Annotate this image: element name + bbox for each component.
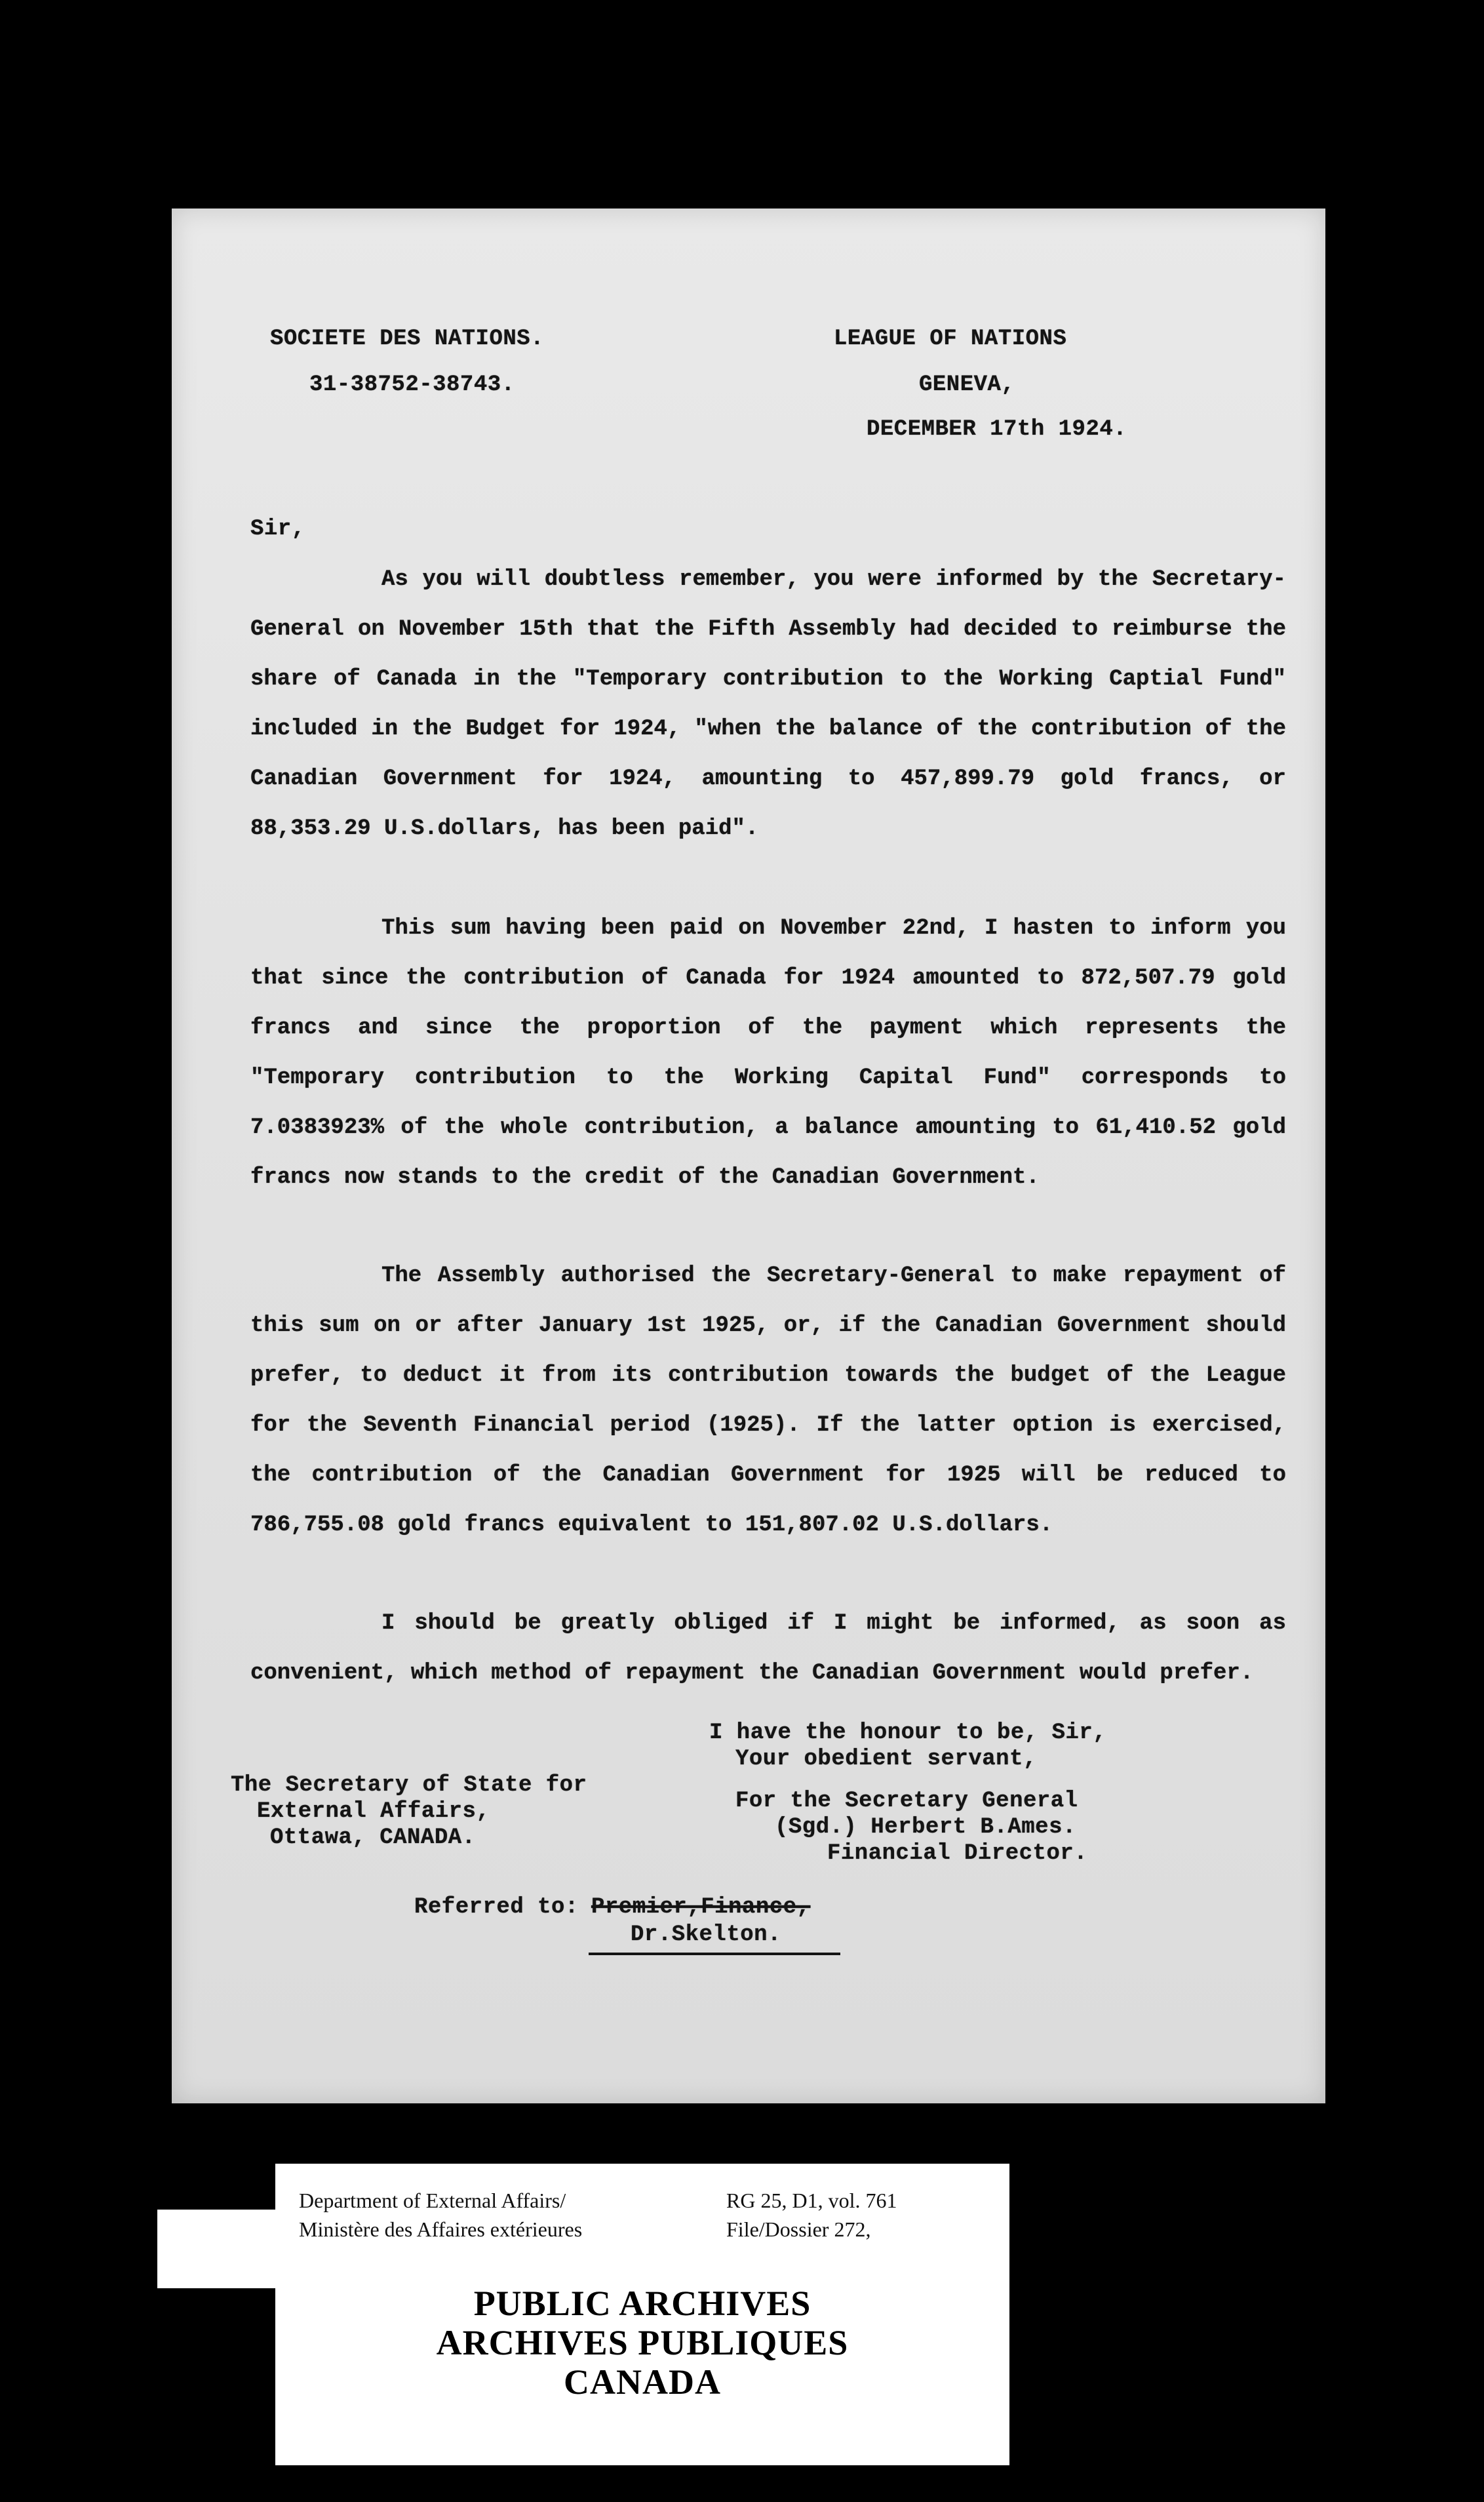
addressee-line-3: Ottawa, CANADA.: [270, 1825, 476, 1850]
stamp-line-2: ARCHIVES PUBLIQUES: [436, 2323, 849, 2362]
city: GENEVA,: [919, 372, 1015, 397]
org-french: SOCIETE DES NATIONS.: [270, 327, 545, 351]
archives-stamp: [275, 2269, 1009, 2465]
paragraph-2: This sum having been paid on November 22nd, I hasten to inform you that since the contribution of Canada for 1924 amounted to 872,507.79 gold francs and since the proportion of the payment which represents the "Temporary contribution to the Working Capital Fund" corresponds to 7.0383923% of the whole contribution, a balance amounting to 61,410.52 gold francs now stands to the credit of the Canadian Government.: [250, 916, 1286, 1190]
dept-french: Ministère des Affaires extérieures: [299, 2217, 583, 2241]
label-left-tab: [157, 2210, 288, 2288]
addressee-line-2: External Affairs,: [257, 1799, 490, 1824]
referred-struck-text: Premier,Finance,: [591, 1895, 811, 1920]
paragraph-1: As you will doubtless remember, you were informed by the Secretary-General on November 15th that the Fifth Assembly had decided to reimburse the share of Canada in the "Temporary contribution to the Working Captial Fund" included in the Budget for 1924, "when the balance of the contribution of the Canadian Government for 1924, amounting to 457,899.79 gold francs, or 88,353.29 U.S.dollars, has been paid".: [250, 567, 1286, 841]
stamp-line-1: PUBLIC ARCHIVES: [473, 2284, 811, 2323]
paragraph-4: I should be greatly obliged if I might be informed, as soon as convenient, which method of repayment the Canadian Government would prefer.: [250, 1611, 1286, 1686]
referred-name: Dr.Skelton.: [631, 1922, 781, 1947]
referred-underline: [589, 1953, 840, 1955]
letter-page: [172, 208, 1325, 2103]
closing-line-1: I have the honour to be, Sir,: [709, 1720, 1107, 1745]
salutation: Sir,: [250, 517, 305, 542]
stamp-line-3: CANADA: [564, 2362, 721, 2402]
archive-reference-label: [275, 2164, 1009, 2269]
closing-line-2: Your obedient servant,: [735, 1747, 1037, 1772]
addressee-line-1: The Secretary of State for: [231, 1773, 587, 1798]
signer-line-2: (Sgd.) Herbert B.Ames.: [775, 1815, 1076, 1840]
signer-line-3: Financial Director.: [827, 1841, 1088, 1866]
signer-line-1: For the Secretary General: [735, 1789, 1078, 1814]
paragraph-3: The Assembly authorised the Secretary-General to make repayment of this sum on or after January 1st 1925, or, if the Canadian Government should prefer, to deduct it from its contribution towards the budget of the League for the Seventh Financial period (1925). If the latter option is exercised, the contribution of the Canadian Government for 1925 will be reduced to 786,755.08 gold francs equivalent to 151,807.02 U.S.dollars.: [250, 1263, 1286, 1538]
ref-file: File/Dossier 272,: [726, 2217, 871, 2241]
referred-label: Referred to:: [414, 1895, 579, 1920]
dept-english: Department of External Affairs/: [299, 2189, 566, 2212]
org-english: LEAGUE OF NATIONS: [834, 327, 1067, 351]
ref-rg: RG 25, D1, vol. 761: [726, 2189, 897, 2212]
reference-number: 31-38752-38743.: [309, 372, 515, 397]
letter-date: DECEMBER 17th 1924.: [867, 417, 1127, 442]
